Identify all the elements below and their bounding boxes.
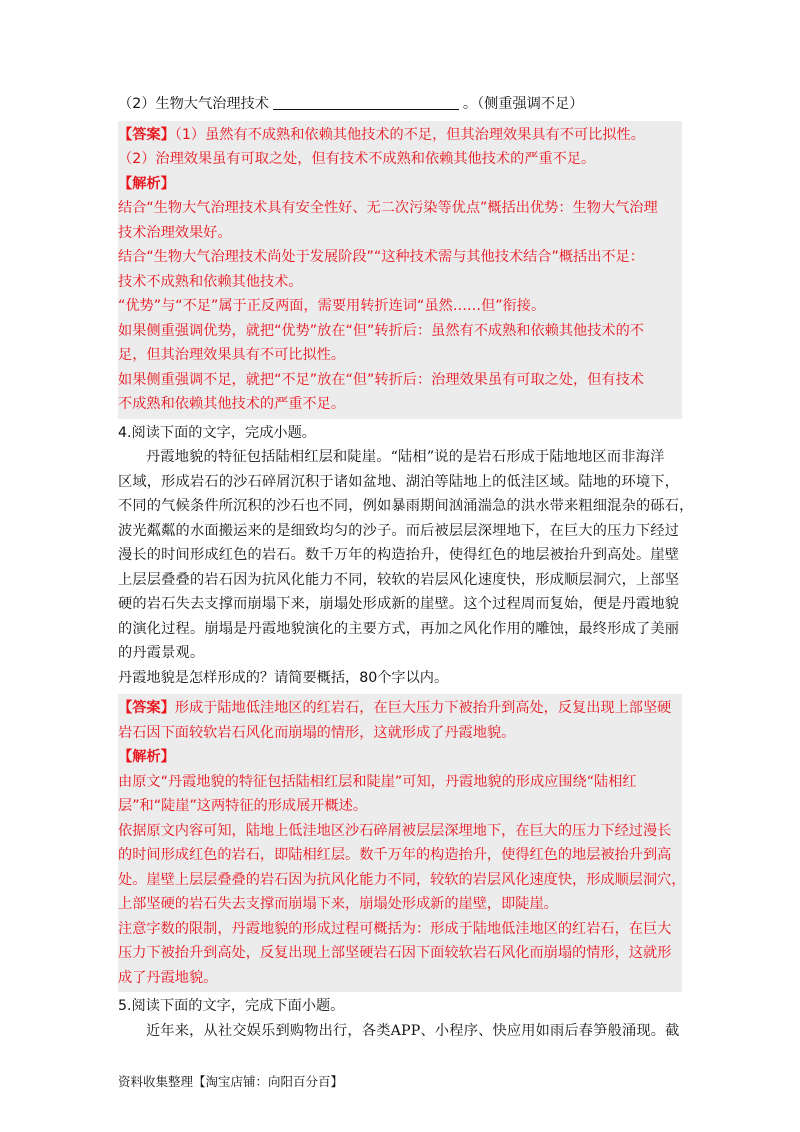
analysis-line: 如果侧重强调优势，就把“优势”放在“但”转折后：虽然有不成熟和依赖其他技术的不 xyxy=(118,322,644,339)
analysis-line: 层”和“陡崖”这两特征的形成展开概述。 xyxy=(118,798,368,814)
answer-line: 【答案】（1）虽然有不成熟和依赖其他技术的不足，但其治理效果具有不可比拟性。 xyxy=(118,126,645,143)
analysis-line: 不成熟和依赖其他技术的严重不足。 xyxy=(118,396,346,412)
passage-line: 丹霞地貌的特征包括陆相红层和陡崖。“陆相”说的是岩石形成于陆地地区而非海洋 xyxy=(146,449,665,465)
page-footer: 资料收集整理【淘宝店铺：向阳百分百】 xyxy=(118,1074,344,1089)
question-5-passage-line: 近年来，从社交娱乐到购物出行，各类APP、小程序、快应用如雨后春笋般涌现。截 xyxy=(146,1022,680,1039)
analysis-line: 技术治理效果好。 xyxy=(118,224,232,241)
answer-tag: 【答案】 xyxy=(118,700,175,716)
analysis-line: 注意字数的限制，丹霞地貌的形成过程可概括为：形成于陆地低洼地区的红岩石，在巨大 xyxy=(118,920,672,937)
passage-line: 漫长的时间形成红色的岩石。数千万年的构造抬升，使得红色的地层被抬升到高处。崖壁 xyxy=(118,547,680,563)
passage-line: 硬的岩石失去支撑而崩塌下来，崩塌处形成新的崖壁。这个过程周而复始，便是丹霞地貌 xyxy=(118,596,680,612)
analysis-line: 处。崖壁上层层叠叠的岩石因为抗风化能力不同，较软的岩层风化速度快，形成顺层洞穴， xyxy=(118,871,686,888)
analysis-line: 依据原文内容可知，陆地上低洼地区沙石碎屑被层层深埋地下，在巨大的压力下经过漫长 xyxy=(118,822,672,839)
answer-line: 【答案】形成于陆地低洼地区的红岩石，在巨大压力下被抬升到高处，反复出现上部坚硬 xyxy=(118,700,672,716)
answer-blank[interactable] xyxy=(273,95,459,110)
analysis-line: 足，但其治理效果具有不可比拟性。 xyxy=(118,347,346,363)
question-2-prefix: （2）生物大气治理技术 xyxy=(118,96,269,112)
analysis-tag: 【解析】 xyxy=(118,749,175,765)
document-page xyxy=(118,92,694,1043)
analysis-tag: 【解析】 xyxy=(118,175,175,192)
analysis-line: 上部坚硬的岩石失去支撑而崩塌下来，崩塌处形成新的崖壁，即陡崖。 xyxy=(118,896,558,912)
answer-box-4 xyxy=(118,694,686,992)
question-4-prompt: 丹霞地貌是怎样形成的？请简要概括，80个字以内。 xyxy=(118,669,449,686)
analysis-line: 成了丹霞地貌。 xyxy=(118,969,218,986)
question-2-suffix: 。（侧重强调不足） xyxy=(462,96,584,112)
analysis-line: 由原文“丹霞地貌的特征包括陆相红层和陡崖”可知，丹霞地貌的形成应围绕“陆相红 xyxy=(118,773,637,790)
passage-line: 上层层叠叠的岩石因为抗风化能力不同，较软的岩层风化速度快，形成顺层洞穴，上部坚 xyxy=(118,571,680,588)
analysis-line: 压力下被抬升到高处，反复出现上部坚硬岩石因下面较软岩石风化而崩塌的情形，这就形 xyxy=(118,945,672,961)
question-2-line xyxy=(118,92,682,117)
analysis-line: 的时间形成红色的岩石，即陆相红层。数千万年的构造抬升，使得红色的地层被抬升到高 xyxy=(118,847,672,863)
passage-line: 的丹霞景观。 xyxy=(118,645,205,661)
question-5-heading: 5.阅读下面的文字，完成下面小题。 xyxy=(118,998,345,1014)
analysis-line: 如果侧重强调不足，就把“不足”放在“但”转折后：治理效果虽有可取之处，但有技术 xyxy=(118,371,644,388)
passage-line: 波光粼粼的水面搬运来的是细致均匀的沙子。而后被层层深埋地下，在巨大的压力下经过 xyxy=(118,522,680,539)
answer-box-3 xyxy=(118,121,682,419)
analysis-line: 技术不成熟和依赖其他技术。 xyxy=(118,273,303,290)
passage-line: 不同的气候条件所沉积的沙石也不同，例如暴雨期间汹涌湍急的洪水带来粗细混杂的砾石， xyxy=(118,498,694,514)
passage-line: 区域，形成岩石的沙石碎屑沉积于诸如盆地、湖泊等陆地上的低洼区域。陆地的环境下， xyxy=(118,473,680,490)
passage-line: 的演化过程。崩塌是丹霞地貌演化的主要方式，再加之风化作用的雕蚀，最终形成了美丽 xyxy=(118,620,680,637)
answer-line: （2）治理效果虽有可取之处，但有技术不成熟和依赖其他技术的严重不足。 xyxy=(118,151,596,167)
analysis-line: 结合“生物大气治理技术具有安全性好、无二次污染等优点”概括出优势：生物大气治理 xyxy=(118,200,658,216)
answer-tag: 【答案】 xyxy=(118,126,175,143)
analysis-line: “优势”与“不足”属于正反两面，需要用转折连词“虽然……但”衔接。 xyxy=(118,298,546,314)
answer-line: 岩石因下面较软岩石风化而崩塌的情形，这就形成了丹霞地貌。 xyxy=(118,724,516,741)
analysis-line: 结合“生物大气治理技术尚处于发展阶段”“这种技术需与其他技术结合”概括出不足： xyxy=(118,249,644,265)
question-4-passage xyxy=(118,445,694,666)
question-4-heading: 4.阅读下面的文字，完成小题。 xyxy=(118,424,316,441)
